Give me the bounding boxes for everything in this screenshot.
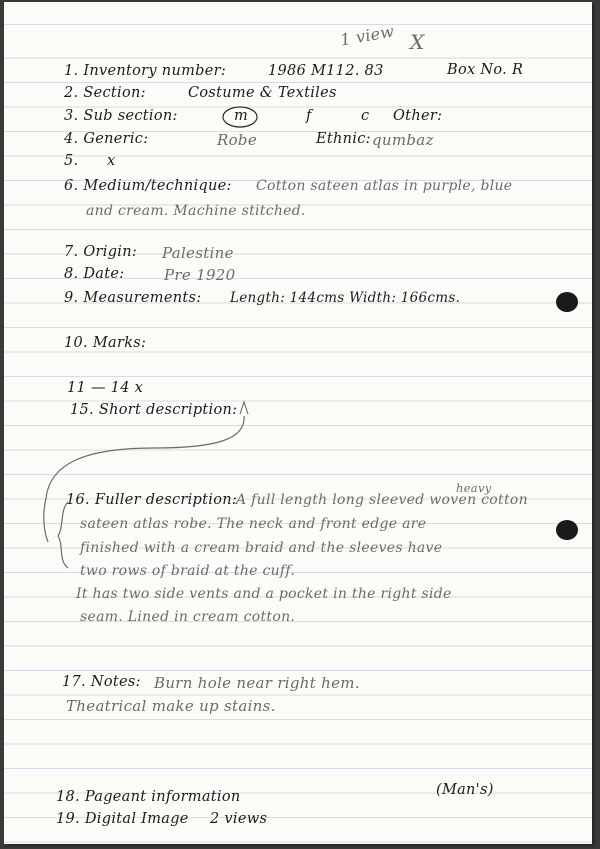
- item-5-value: x: [107, 153, 116, 169]
- item-9-label: 9. Measurements:: [64, 290, 202, 306]
- item-10-label: 10. Marks:: [64, 335, 147, 351]
- item-18-label: 18. Pageant information: [56, 789, 241, 805]
- item-4-label: 4. Generic:: [64, 131, 149, 147]
- cross-mark: X: [410, 30, 425, 54]
- item-7-label: 7. Origin:: [64, 244, 138, 260]
- digital-image-value: 2 views: [210, 811, 268, 827]
- caret-mark: [240, 402, 248, 414]
- pen-strokes: [4, 2, 592, 844]
- subsection-option-other: Other:: [393, 108, 443, 124]
- medium-line-1: Cotton sateen atlas in purple, blue: [256, 178, 513, 194]
- insert-heavy: heavy: [456, 481, 492, 495]
- generic-value: Robe: [217, 131, 258, 149]
- notes-line-2: Theatrical make up stains.: [66, 697, 276, 715]
- inventory-number: 1986 M112. 83: [268, 63, 384, 79]
- notes-line-1: Burn hole near right hem.: [154, 674, 360, 692]
- item-15-label: 15. Short description:: [70, 402, 238, 418]
- connector-curve: [44, 416, 244, 542]
- item-6-label: 6. Medium/technique:: [64, 178, 232, 194]
- fuller-line-3: finished with a cream braid and the sleeves have: [80, 540, 443, 556]
- item-1-label: 1. Inventory number:: [64, 63, 227, 79]
- selection-circle: [223, 107, 257, 127]
- fuller-line-5: It has two side vents and a pocket in the right side: [76, 586, 452, 602]
- fuller-line-6: seam. Lined in cream cotton.: [80, 609, 296, 625]
- item-19-label: 19. Digital Image: [56, 811, 189, 827]
- origin-value: Palestine: [162, 244, 234, 262]
- date-value: Pre 1920: [164, 266, 236, 284]
- punch-hole-top: [556, 292, 578, 312]
- measurements-value: Length: 144cms Width: 166cms.: [230, 290, 461, 306]
- item-11-14-label: 11 — 14 x: [67, 380, 144, 396]
- subsection-option-m: m: [234, 108, 249, 124]
- pageant-note: (Man's): [436, 782, 494, 798]
- subsection-option-f: f: [306, 108, 312, 124]
- item-8-label: 8. Date:: [64, 266, 125, 282]
- subsection-option-c: c: [361, 108, 370, 124]
- fuller-line-2: sateen atlas robe. The neck and front edge are: [80, 516, 427, 532]
- punch-hole-bottom: [556, 520, 578, 540]
- item-17-label: 17. Notes:: [62, 674, 141, 690]
- ethnic-value: qumbaz: [372, 131, 434, 149]
- section-value: Costume & Textiles: [188, 85, 337, 101]
- item-16-label: 16. Fuller description:: [66, 492, 238, 508]
- inventory-sheet: [4, 2, 592, 844]
- brace-mark: [58, 502, 68, 568]
- item-5-label: 5.: [64, 153, 79, 169]
- item-2-label: 2. Section:: [64, 85, 146, 101]
- box-number: Box No. R: [447, 62, 524, 78]
- ethnic-label: Ethnic:: [316, 131, 371, 147]
- views-note: 1 view: [338, 21, 396, 50]
- medium-line-2: and cream. Machine stitched.: [86, 203, 306, 219]
- fuller-line-4: two rows of braid at the cuff.: [80, 563, 296, 579]
- fuller-line-1: A full length long sleeved woven cotton: [236, 492, 528, 508]
- item-3-label: 3. Sub section:: [64, 108, 178, 124]
